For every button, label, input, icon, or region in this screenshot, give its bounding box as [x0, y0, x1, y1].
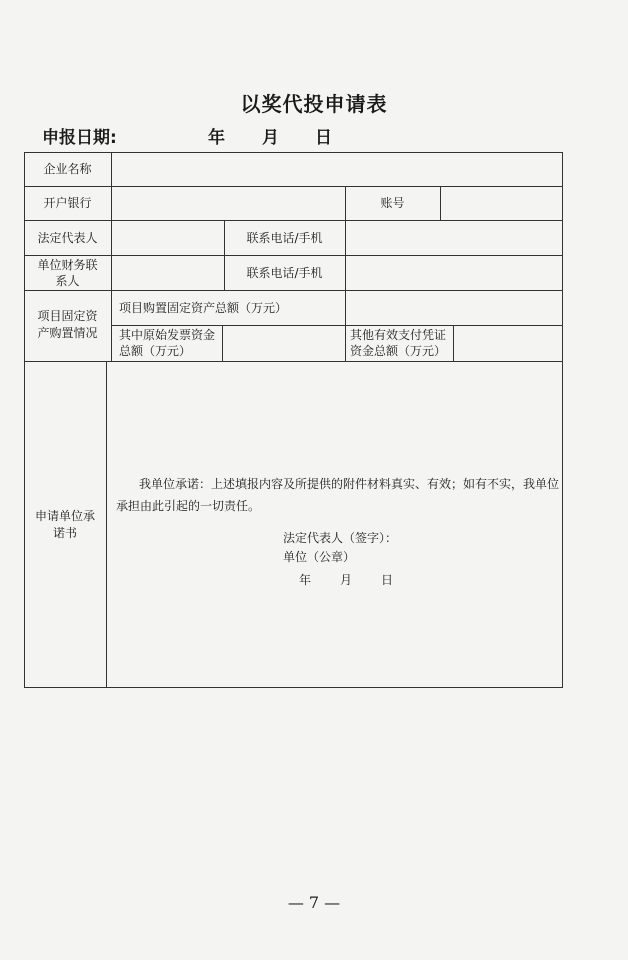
- pledge-year-label: 年: [299, 573, 312, 587]
- date-month-label: 月: [262, 128, 279, 148]
- legal-rep-signature-label: 法定代表人（签字）：: [283, 531, 398, 545]
- col-divider: [440, 186, 441, 220]
- company-seal-label: 单位（公章）: [283, 550, 356, 564]
- page-number: — 7 —: [287, 893, 341, 912]
- row-divider: [24, 361, 563, 362]
- date-day-label: 日: [315, 128, 332, 148]
- row-divider: [24, 186, 563, 187]
- project-assets-label-line1: 项目固定资: [37, 309, 98, 323]
- commitment-label-line1: 申请单位承: [34, 509, 95, 523]
- finance-contact-label-line1: 单位财务联: [37, 258, 98, 272]
- col-divider: [345, 220, 346, 290]
- col-divider: [345, 290, 346, 361]
- col-divider: [222, 325, 223, 361]
- form-title: 以奖代投申请表: [240, 92, 388, 116]
- date-year-label: 年: [208, 128, 225, 148]
- pledge-text-line1: 我单位承诺：上述填报内容及所提供的附件材料真实、有效；如有不实，我单位: [139, 477, 560, 491]
- legal-rep-label: 法定代表人: [37, 231, 98, 245]
- phone-label-2: 联系电话/手机: [246, 266, 323, 280]
- invoice-total-label-line1: 其中原始发票资金: [119, 328, 216, 342]
- commitment-label-line2: 诺书: [52, 526, 77, 540]
- finance-contact-label-line2: 系人: [55, 274, 80, 288]
- other-payment-label-line1: 其他有效支付凭证: [350, 328, 447, 342]
- other-payment-label-line2: 资金总额（万元）: [350, 344, 447, 358]
- invoice-total-label-line2: 总额（万元）: [119, 344, 192, 358]
- pledge-text-line2: 承担由此引起的一切责任。: [116, 499, 261, 513]
- col-divider: [111, 152, 112, 361]
- pledge-day-label: 日: [381, 573, 394, 587]
- company-name-label: 企业名称: [43, 162, 92, 176]
- account-label: 账号: [380, 196, 405, 210]
- phone-label-1: 联系电话/手机: [246, 231, 323, 245]
- col-divider: [453, 325, 454, 361]
- declare-date-label: 申报日期:: [42, 128, 117, 148]
- row-divider: [24, 290, 563, 291]
- col-divider: [106, 361, 107, 688]
- fixed-assets-total-label: 项目购置固定资产总额（万元）: [119, 301, 288, 315]
- pledge-month-label: 月: [340, 573, 353, 587]
- row-divider: [24, 220, 563, 221]
- project-assets-label-line2: 产购置情况: [37, 326, 98, 340]
- bank-label: 开户银行: [43, 196, 92, 210]
- declare-date-row: [42, 123, 602, 149]
